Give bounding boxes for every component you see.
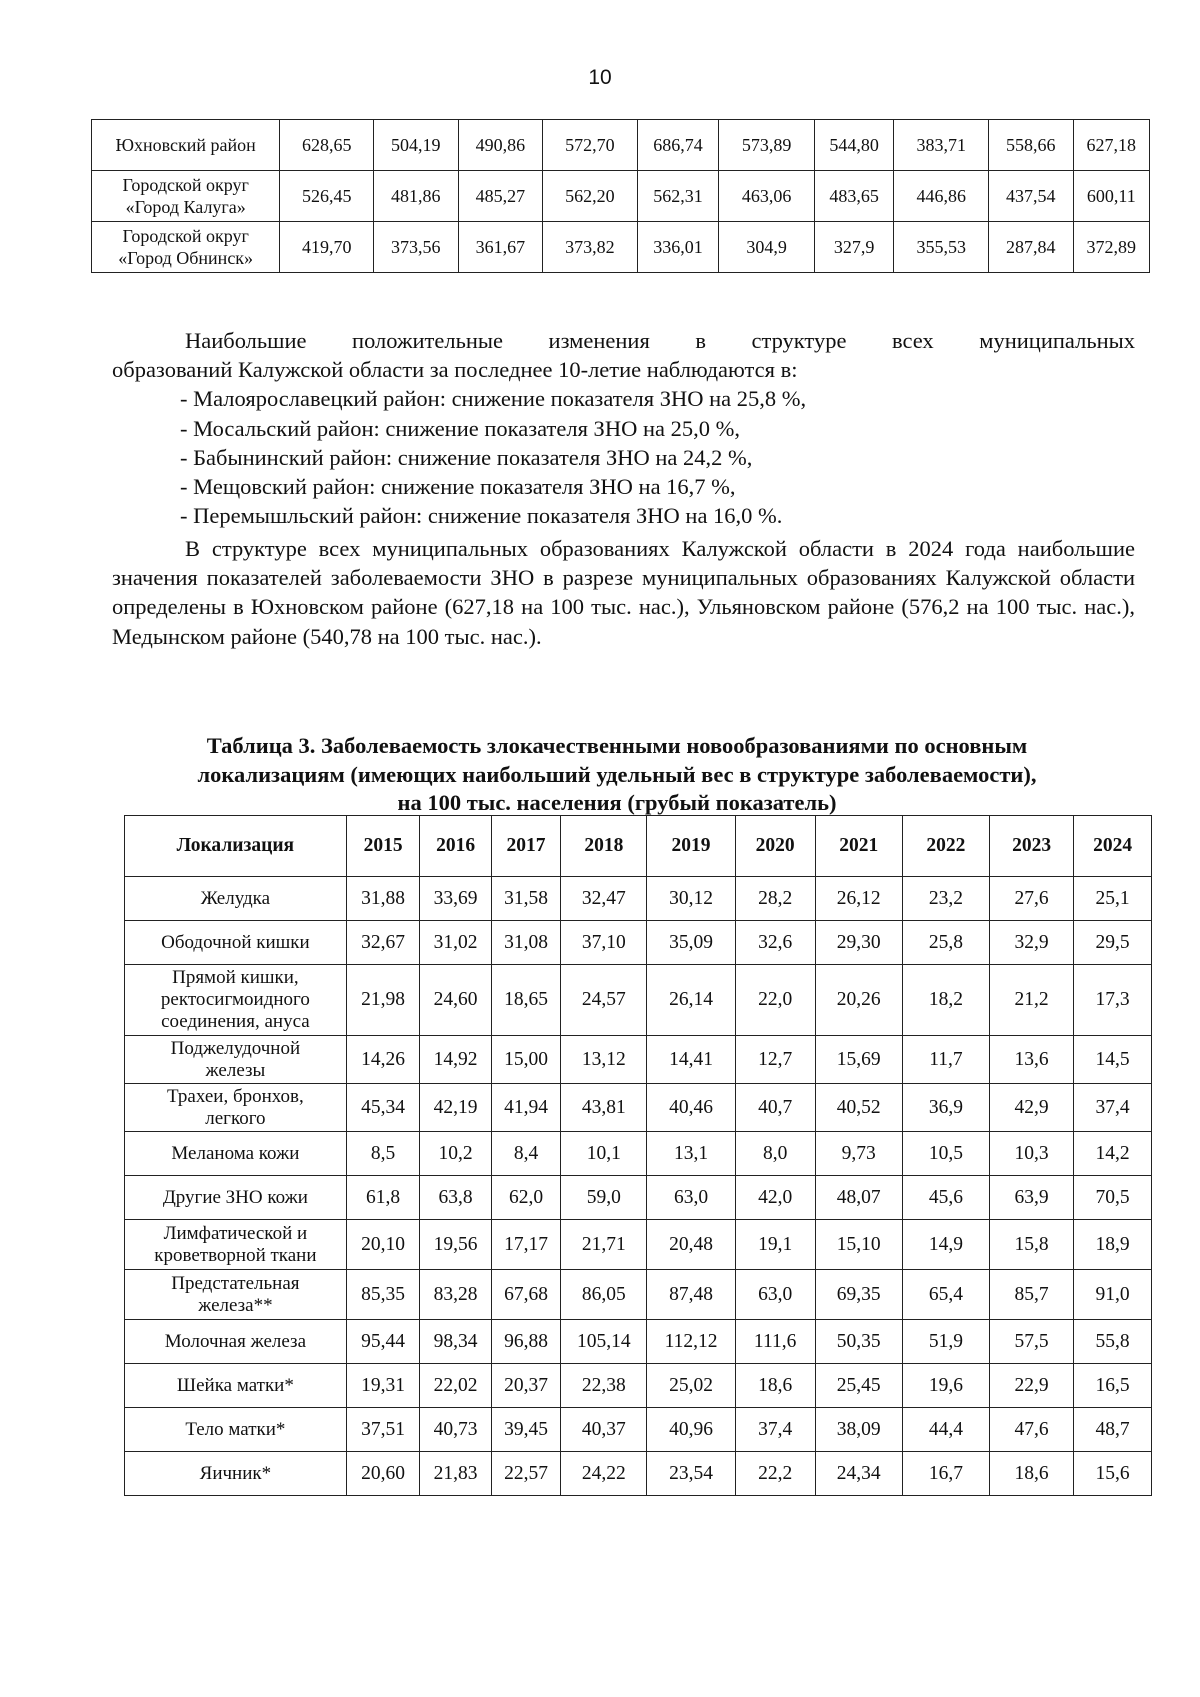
value-cell: 40,46 <box>647 1084 735 1132</box>
value-cell: 558,66 <box>989 120 1074 171</box>
value-cell: 18,6 <box>735 1364 815 1408</box>
value-cell: 18,2 <box>902 965 989 1036</box>
value-cell: 14,2 <box>1074 1132 1152 1176</box>
value-cell: 372,89 <box>1073 222 1149 273</box>
value-cell: 18,65 <box>491 965 560 1036</box>
value-cell: 91,0 <box>1074 1270 1152 1320</box>
value-cell: 32,9 <box>990 921 1074 965</box>
value-cell: 28,2 <box>735 877 815 921</box>
value-cell: 485,27 <box>458 171 543 222</box>
value-cell: 544,80 <box>814 120 893 171</box>
value-cell: 8,5 <box>346 1132 420 1176</box>
value-cell: 15,69 <box>815 1036 902 1084</box>
value-cell: 32,67 <box>346 921 420 965</box>
value-cell: 86,05 <box>561 1270 647 1320</box>
list-item: - Мещовский район: снижение показателя ЗНО на 16,7 %, <box>180 474 736 500</box>
table-row <box>125 921 1152 965</box>
list-item: - Малоярославецкий район: снижение показателя ЗНО на 25,8 %, <box>180 386 807 412</box>
column-header-year: 2017 <box>491 816 560 877</box>
value-cell: 18,9 <box>1074 1220 1152 1270</box>
value-cell: 10,1 <box>561 1132 647 1176</box>
value-cell: 14,41 <box>647 1036 735 1084</box>
value-cell: 383,71 <box>894 120 989 171</box>
value-cell: 22,38 <box>561 1364 647 1408</box>
value-cell: 63,9 <box>990 1176 1074 1220</box>
value-cell: 63,0 <box>735 1270 815 1320</box>
value-cell: 22,9 <box>990 1364 1074 1408</box>
table-row <box>125 1132 1152 1176</box>
value-cell: 40,96 <box>647 1408 735 1452</box>
value-cell: 504,19 <box>374 120 459 171</box>
value-cell: 18,6 <box>990 1452 1074 1496</box>
row-label <box>125 1270 347 1320</box>
table3-caption <box>112 732 1122 818</box>
table-row <box>125 1036 1152 1084</box>
changes-intro-line-1: Наибольшие положительные изменения в структуре всех муниципальных <box>185 328 1135 353</box>
value-cell: 42,19 <box>420 1084 491 1132</box>
value-cell: 29,30 <box>815 921 902 965</box>
row-label-line: Юхновский район <box>115 135 256 155</box>
row-label-line: Молочная железа <box>164 1330 306 1352</box>
value-cell: 20,10 <box>346 1220 420 1270</box>
value-cell: 43,81 <box>561 1084 647 1132</box>
value-cell: 31,58 <box>491 877 560 921</box>
table-row <box>125 1408 1152 1452</box>
value-cell: 96,88 <box>491 1320 560 1364</box>
row-label <box>125 965 347 1036</box>
table-row <box>125 1176 1152 1220</box>
value-cell: 37,4 <box>735 1408 815 1452</box>
row-label-line: легкого <box>205 1107 266 1129</box>
value-cell: 26,12 <box>815 877 902 921</box>
value-cell: 22,57 <box>491 1452 560 1496</box>
value-cell: 419,70 <box>280 222 374 273</box>
value-cell: 36,9 <box>902 1084 989 1132</box>
value-cell: 95,44 <box>346 1320 420 1364</box>
column-header-year: 2024 <box>1074 816 1152 877</box>
table-row <box>92 222 1150 273</box>
list-item: - Перемышльский район: снижение показателя ЗНО на 16,0 %. <box>180 503 783 529</box>
table3-caption-line: Таблица 3. Заболеваемость злокачественными новообразованиями по основным <box>206 733 1028 758</box>
value-cell: 63,8 <box>420 1176 491 1220</box>
column-header-year: 2021 <box>815 816 902 877</box>
changes-list <box>112 384 1135 530</box>
value-cell: 16,5 <box>1074 1364 1152 1408</box>
value-cell: 31,08 <box>491 921 560 965</box>
value-cell: 105,14 <box>561 1320 647 1364</box>
value-cell: 40,37 <box>561 1408 647 1452</box>
value-cell: 9,73 <box>815 1132 902 1176</box>
value-cell: 48,07 <box>815 1176 902 1220</box>
value-cell: 287,84 <box>989 222 1074 273</box>
value-cell: 67,68 <box>491 1270 560 1320</box>
value-cell: 628,65 <box>280 120 374 171</box>
row-label <box>125 1036 347 1084</box>
row-label <box>125 921 347 965</box>
value-cell: 29,5 <box>1074 921 1152 965</box>
row-label <box>92 120 280 171</box>
value-cell: 15,8 <box>990 1220 1074 1270</box>
value-cell: 45,34 <box>346 1084 420 1132</box>
value-cell: 627,18 <box>1073 120 1149 171</box>
value-cell: 24,34 <box>815 1452 902 1496</box>
value-cell: 42,9 <box>990 1084 1074 1132</box>
row-label-line: Шейка матки* <box>176 1374 294 1396</box>
value-cell: 327,9 <box>814 222 893 273</box>
row-label-line: Другие ЗНО кожи <box>162 1186 308 1208</box>
value-cell: 304,9 <box>719 222 815 273</box>
value-cell: 83,28 <box>420 1270 491 1320</box>
value-cell: 50,35 <box>815 1320 902 1364</box>
value-cell: 31,02 <box>420 921 491 965</box>
value-cell: 30,12 <box>647 877 735 921</box>
value-cell: 13,12 <box>561 1036 647 1084</box>
table-row <box>92 171 1150 222</box>
value-cell: 13,1 <box>647 1132 735 1176</box>
table-row <box>125 1084 1152 1132</box>
value-cell: 40,7 <box>735 1084 815 1132</box>
row-label <box>125 1452 347 1496</box>
value-cell: 526,45 <box>280 171 374 222</box>
row-label-line: Поджелудочной <box>170 1037 301 1059</box>
value-cell: 8,0 <box>735 1132 815 1176</box>
row-label-line: Желудка <box>200 887 271 909</box>
value-cell: 600,11 <box>1073 171 1149 222</box>
value-cell: 686,74 <box>637 120 718 171</box>
value-cell: 336,01 <box>637 222 718 273</box>
value-cell: 35,09 <box>647 921 735 965</box>
row-label <box>92 171 280 222</box>
value-cell: 490,86 <box>458 120 543 171</box>
value-cell: 32,47 <box>561 877 647 921</box>
value-cell: 65,4 <box>902 1270 989 1320</box>
value-cell: 12,7 <box>735 1036 815 1084</box>
value-cell: 26,14 <box>647 965 735 1036</box>
column-header-year: 2023 <box>990 816 1074 877</box>
value-cell: 373,56 <box>374 222 459 273</box>
value-cell: 41,94 <box>491 1084 560 1132</box>
value-cell: 40,52 <box>815 1084 902 1132</box>
value-cell: 373,82 <box>543 222 638 273</box>
value-cell: 20,26 <box>815 965 902 1036</box>
value-cell: 87,48 <box>647 1270 735 1320</box>
row-label-line: Яичник* <box>199 1462 272 1484</box>
value-cell: 69,35 <box>815 1270 902 1320</box>
value-cell: 24,57 <box>561 965 647 1036</box>
value-cell: 85,7 <box>990 1270 1074 1320</box>
value-cell: 22,0 <box>735 965 815 1036</box>
column-header-year: 2018 <box>561 816 647 877</box>
list-item: - Бабынинский район: снижение показателя ЗНО на 24,2 %, <box>180 444 753 470</box>
value-cell: 15,00 <box>491 1036 560 1084</box>
value-cell: 16,7 <box>902 1452 989 1496</box>
value-cell: 14,9 <box>902 1220 989 1270</box>
value-cell: 25,02 <box>647 1364 735 1408</box>
table3-caption-line: локализациям (имеющих наибольший удельный вес в структуре заболеваемости), <box>197 761 1037 787</box>
table3-caption-line: на 100 тыс. населения (грубый показатель) <box>397 790 837 815</box>
value-cell: 24,60 <box>420 965 491 1036</box>
value-cell: 112,12 <box>647 1320 735 1364</box>
table-row <box>125 1452 1152 1496</box>
value-cell: 70,5 <box>1074 1176 1152 1220</box>
row-label-line: Городской округ <box>122 175 249 195</box>
value-cell: 25,8 <box>902 921 989 965</box>
column-header-year: 2016 <box>420 816 491 877</box>
value-cell: 481,86 <box>374 171 459 222</box>
value-cell: 13,6 <box>990 1036 1074 1084</box>
column-header-year: 2015 <box>346 816 420 877</box>
row-label-line: железы <box>205 1059 266 1081</box>
value-cell: 37,51 <box>346 1408 420 1452</box>
value-cell: 19,1 <box>735 1220 815 1270</box>
changes-intro-line-2: образований Калужской области за последнее 10-летие наблюдаются в: <box>112 357 798 383</box>
structure-text: В структуре всех муниципальных образованиях Калужской области в 2024 года наибольшие значения показателей заболеваемости ЗНО в разрезе муниципальных образованиях Калужской области определены в Юхновском районе (627,18 на 100 тыс. нас.), Ульяновском районе (576,2 на 100 тыс. нас.), Медынском районе (540,78 на 100 тыс. нас.). <box>112 536 1135 649</box>
value-cell: 55,8 <box>1074 1320 1152 1364</box>
value-cell: 42,0 <box>735 1176 815 1220</box>
value-cell: 17,17 <box>491 1220 560 1270</box>
value-cell: 98,34 <box>420 1320 491 1364</box>
value-cell: 22,2 <box>735 1452 815 1496</box>
structure-paragraph <box>112 534 1135 651</box>
value-cell: 40,73 <box>420 1408 491 1452</box>
value-cell: 14,26 <box>346 1036 420 1084</box>
table-row <box>92 120 1150 171</box>
row-label-line: ректосигмоидного <box>160 989 310 1010</box>
value-cell: 20,37 <box>491 1364 560 1408</box>
value-cell: 19,6 <box>902 1364 989 1408</box>
row-label-line: Трахеи, бронхов, <box>167 1085 304 1107</box>
value-cell: 62,0 <box>491 1176 560 1220</box>
value-cell: 20,48 <box>647 1220 735 1270</box>
value-cell: 8,4 <box>491 1132 560 1176</box>
value-cell: 57,5 <box>990 1320 1074 1364</box>
value-cell: 10,5 <box>902 1132 989 1176</box>
row-label-line: Городской округ <box>122 226 249 246</box>
list-item: - Мосальский район: снижение показателя ЗНО на 25,0 %, <box>180 415 740 441</box>
value-cell: 37,4 <box>1074 1084 1152 1132</box>
value-cell: 21,83 <box>420 1452 491 1496</box>
row-label-line: «Город Обнинск» <box>118 248 254 268</box>
value-cell: 17,3 <box>1074 965 1152 1036</box>
row-label-line: Прямой кишки, <box>172 967 299 988</box>
value-cell: 483,65 <box>814 171 893 222</box>
value-cell: 14,92 <box>420 1036 491 1084</box>
value-cell: 44,4 <box>902 1408 989 1452</box>
value-cell: 45,6 <box>902 1176 989 1220</box>
column-header-year: 2020 <box>735 816 815 877</box>
value-cell: 39,45 <box>491 1408 560 1452</box>
value-cell: 27,6 <box>990 877 1074 921</box>
row-label-line: железа** <box>198 1294 273 1316</box>
value-cell: 21,2 <box>990 965 1074 1036</box>
value-cell: 15,10 <box>815 1220 902 1270</box>
table-row <box>125 965 1152 1036</box>
column-header-year: 2022 <box>902 816 989 877</box>
value-cell: 48,7 <box>1074 1408 1152 1452</box>
value-cell: 47,6 <box>990 1408 1074 1452</box>
value-cell: 111,6 <box>735 1320 815 1364</box>
row-label <box>125 1364 347 1408</box>
value-cell: 23,54 <box>647 1452 735 1496</box>
column-header-localization: Локализация <box>125 816 347 877</box>
value-cell: 63,0 <box>647 1176 735 1220</box>
value-cell: 61,8 <box>346 1176 420 1220</box>
value-cell: 22,02 <box>420 1364 491 1408</box>
value-cell: 562,31 <box>637 171 718 222</box>
row-label <box>125 1220 347 1270</box>
value-cell: 24,22 <box>561 1452 647 1496</box>
value-cell: 25,45 <box>815 1364 902 1408</box>
value-cell: 355,53 <box>894 222 989 273</box>
row-label-line: Лимфатической и <box>163 1222 308 1244</box>
value-cell: 21,71 <box>561 1220 647 1270</box>
table-row <box>125 1364 1152 1408</box>
value-cell: 37,10 <box>561 921 647 965</box>
value-cell: 25,1 <box>1074 877 1152 921</box>
value-cell: 361,67 <box>458 222 543 273</box>
district-incidence-table-continued <box>91 119 1150 273</box>
row-label-line: соединения, ануса <box>161 1011 310 1032</box>
value-cell: 31,88 <box>346 877 420 921</box>
value-cell: 85,35 <box>346 1270 420 1320</box>
row-label <box>125 1176 347 1220</box>
row-label-line: «Город Калуга» <box>125 197 246 217</box>
value-cell: 21,98 <box>346 965 420 1036</box>
row-label-line: Тело матки* <box>185 1418 286 1440</box>
row-label <box>125 877 347 921</box>
value-cell: 32,6 <box>735 921 815 965</box>
value-cell: 59,0 <box>561 1176 647 1220</box>
table-row <box>125 1320 1152 1364</box>
row-label <box>125 1320 347 1364</box>
value-cell: 10,2 <box>420 1132 491 1176</box>
page-number: 10 <box>588 66 612 89</box>
table-row <box>125 1270 1152 1320</box>
value-cell: 19,56 <box>420 1220 491 1270</box>
value-cell: 562,20 <box>543 171 638 222</box>
value-cell: 437,54 <box>989 171 1074 222</box>
value-cell: 33,69 <box>420 877 491 921</box>
row-label <box>125 1132 347 1176</box>
value-cell: 573,89 <box>719 120 815 171</box>
value-cell: 11,7 <box>902 1036 989 1084</box>
row-label <box>125 1408 347 1452</box>
row-label-line: Предстательная <box>171 1272 300 1294</box>
table-row <box>125 1220 1152 1270</box>
value-cell: 10,3 <box>990 1132 1074 1176</box>
value-cell: 38,09 <box>815 1408 902 1452</box>
value-cell: 23,2 <box>902 877 989 921</box>
row-label-line: кроветворной ткани <box>154 1244 317 1266</box>
table-header-row <box>125 816 1152 877</box>
value-cell: 572,70 <box>543 120 638 171</box>
row-label-line: Ободочной кишки <box>161 931 310 953</box>
value-cell: 15,6 <box>1074 1452 1152 1496</box>
value-cell: 19,31 <box>346 1364 420 1408</box>
localization-incidence-table <box>124 815 1152 1496</box>
value-cell: 20,60 <box>346 1452 420 1496</box>
value-cell: 446,86 <box>894 171 989 222</box>
value-cell: 51,9 <box>902 1320 989 1364</box>
row-label-line: Меланома кожи <box>171 1142 300 1164</box>
changes-paragraph <box>112 326 1135 530</box>
value-cell: 14,5 <box>1074 1036 1152 1084</box>
value-cell: 463,06 <box>719 171 815 222</box>
table-row <box>125 877 1152 921</box>
row-label <box>125 1084 347 1132</box>
row-label <box>92 222 280 273</box>
column-header-year: 2019 <box>647 816 735 877</box>
